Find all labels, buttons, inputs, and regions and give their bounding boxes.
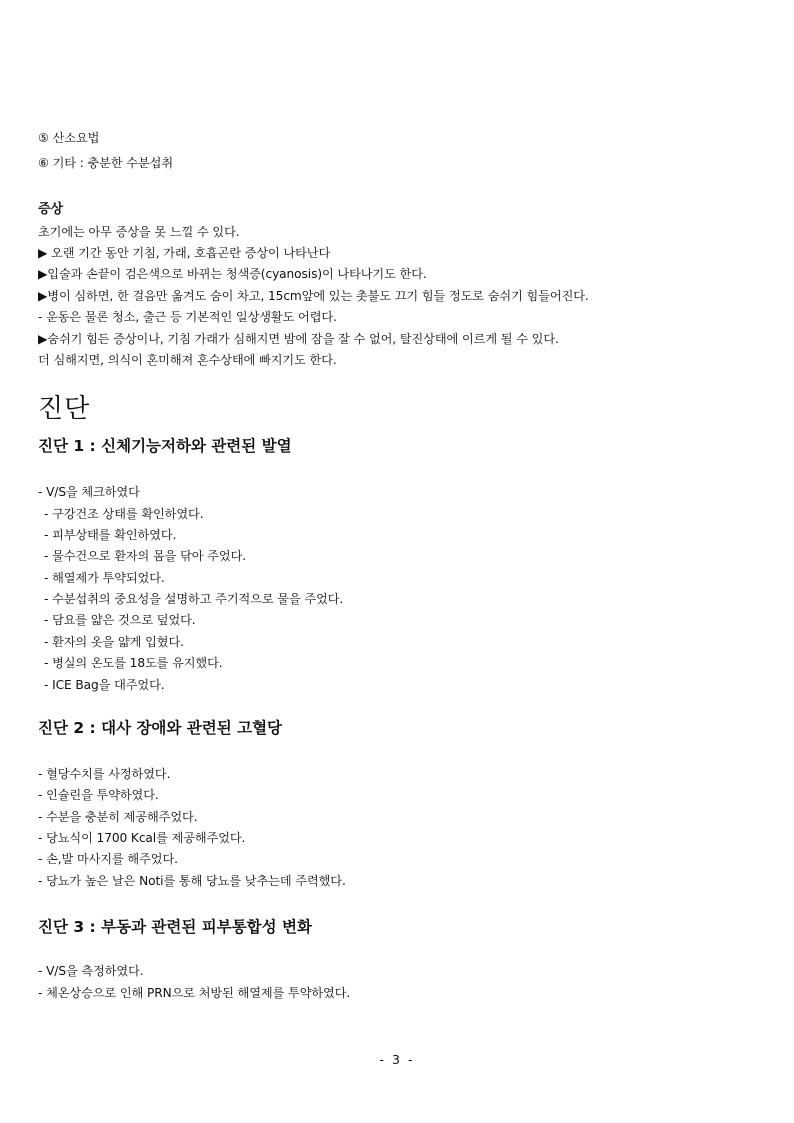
list-item: - 환자의 옷을 얇게 입혔다. <box>44 635 184 649</box>
list-item: - 혈당수치를 사정하였다. <box>38 767 171 781</box>
list-item: - 해열제가 투약되었다. <box>44 571 165 585</box>
list-item: - 당뇨식이 1700 Kcal를 제공해주었다. <box>38 831 246 845</box>
diagnosis-3-title: 진단 3 : 부동과 관련된 피부통합성 변화 <box>38 918 312 936</box>
list-item: - V/S을 체크하였다 <box>38 485 140 499</box>
diagnosis-1-title: 진단 1 : 신체기능저하와 관련된 발열 <box>38 437 292 455</box>
symptom-line: ▶ 오랜 기간 동안 기침, 가래, 호흡곤란 증상이 나타난다 <box>38 246 331 260</box>
list-item: - 수분을 충분히 제공해주었다. <box>38 810 198 824</box>
list-item: - 인슐린을 투약하였다. <box>38 788 159 802</box>
list-item: - 병실의 온도를 18도를 유지했다. <box>44 656 223 670</box>
symptom-line: ▶숨쉬기 힘든 증상이나, 기침 가래가 심해지면 밤에 잠을 잘 수 없어, 탈진상태에 이르게 될 수 있다. <box>38 332 559 346</box>
symptoms-heading: 증상 <box>38 202 63 217</box>
diagnosis-title: 진단 <box>38 394 91 424</box>
symptom-line: 더 심해지면, 의식이 혼미해져 혼수상태에 빠지기도 한다. <box>38 353 337 367</box>
symptom-line: 초기에는 아무 증상을 못 느낄 수 있다. <box>38 225 240 239</box>
list-item: - 수분섭취의 중요성을 설명하고 주기적으로 물을 주었다. <box>44 592 344 606</box>
list-item: - 체온상승으로 인해 PRN으로 처방된 해열제를 투약하였다. <box>38 986 351 1000</box>
symptom-line: - 운동은 물론 청소, 출근 등 기본적인 일상생활도 어렵다. <box>38 310 337 324</box>
page-number: - 3 - <box>379 1052 415 1067</box>
list-item: - 담요를 얇은 것으로 덮었다. <box>44 613 196 627</box>
symptom-line: ▶입술과 손끝이 검은색으로 바뀌는 청색증(cyanosis)이 나타나기도 한다. <box>38 267 427 281</box>
list-item: - 당뇨가 높은 날은 Noti를 통해 당뇨를 낮추는데 주력했다. <box>38 874 346 888</box>
top-item-5: ⑤ 산소요법 <box>38 131 100 145</box>
symptom-line: ▶병이 심하면, 한 걸음만 옮겨도 숨이 차고, 15cm앞에 있는 촛불도 끄기 힘들 정도로 숨쉬기 힘들어진다. <box>38 289 589 303</box>
list-item: - V/S을 측정하였다. <box>38 964 144 978</box>
list-item: - 구강건조 상태를 확인하였다. <box>44 507 204 521</box>
diagnosis-2-title: 진단 2 : 대사 장애와 관련된 고혈당 <box>38 719 283 737</box>
list-item: - ICE Bag을 대주었다. <box>44 678 165 692</box>
list-item: - 손,발 마사지를 해주었다. <box>38 852 178 866</box>
list-item: - 물수건으로 환자의 몸을 닦아 주었다. <box>44 549 247 563</box>
top-item-6: ⑥ 기타 : 충분한 수분섭취 <box>38 156 173 170</box>
list-item: - 피부상태를 확인하였다. <box>44 528 177 542</box>
